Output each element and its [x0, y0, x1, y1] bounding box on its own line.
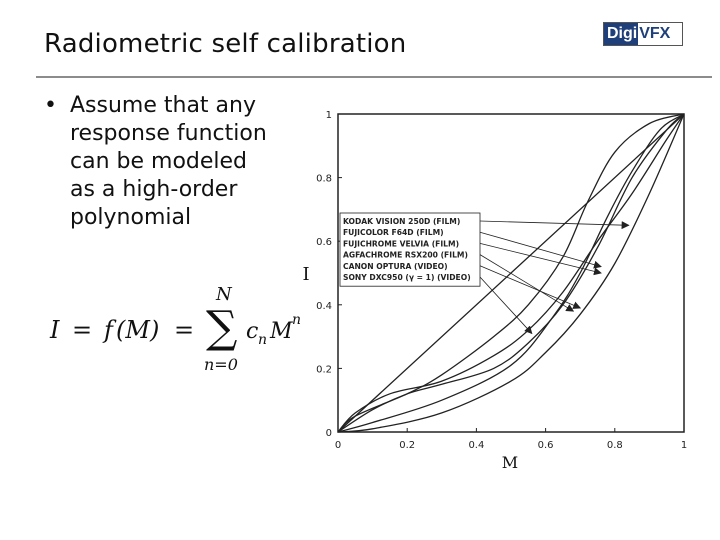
x-tick-label: 0	[334, 440, 342, 451]
y-tick-label: 1	[325, 110, 332, 121]
y-tick-label: 0.2	[316, 364, 332, 376]
eq-equals-2: =	[174, 316, 195, 344]
y-tick-label: 0.6	[316, 237, 332, 249]
legend-entry: CANON OPTURA (VIDEO)	[343, 261, 448, 271]
bullet-line: response function	[70, 121, 267, 146]
eq-variable: M	[270, 319, 293, 344]
bullet-dot: •	[44, 93, 57, 118]
logo-part-vfx: VFX	[638, 23, 673, 45]
legend-entry: FUJICOLOR F64D (FILM)	[343, 228, 444, 238]
eq-coefficient: c	[246, 319, 259, 344]
response-curves-chart	[296, 96, 696, 476]
y-tick-label: 0.4	[316, 300, 332, 312]
legend-entry: KODAK VISION 250D (FILM)	[343, 217, 461, 226]
eq-lhs: I	[50, 316, 60, 344]
y-tick-label: 0.8	[316, 173, 332, 185]
eq-sum-lower: n=0	[204, 355, 238, 374]
legend-arrow	[480, 232, 601, 266]
bullet-line: polynomial	[70, 205, 192, 230]
x-tick-label: 1	[680, 440, 688, 451]
legend-entry: SONY DXC950 (γ = 1) (VIDEO)	[343, 273, 471, 282]
logo-part-digi: Digi	[604, 23, 638, 45]
eq-sum-upper: N	[216, 284, 232, 305]
bullet-text	[70, 92, 267, 232]
x-tick-label: 0.8	[606, 440, 623, 451]
bullet-line: Assume that any	[70, 93, 256, 118]
x-axis-label: M	[501, 453, 519, 472]
x-tick-label: 0.6	[537, 440, 554, 451]
title-divider	[36, 76, 712, 78]
bullet-line: can be modeled	[70, 149, 248, 174]
polynomial-equation	[40, 278, 310, 378]
legend-entry: FUJICHROME VELVIA (FILM)	[343, 239, 460, 249]
eq-equals-1: =	[72, 316, 93, 344]
eq-variable-superscript: n	[292, 312, 302, 328]
eq-function: f	[104, 316, 113, 344]
eq-argument: (M)	[116, 316, 160, 344]
legend-arrow	[480, 277, 532, 333]
bullet-line: as a high-order	[70, 177, 238, 202]
x-tick-label: 0.4	[468, 440, 485, 451]
x-tick-label: 0.2	[399, 440, 416, 451]
y-tick-label: 0	[325, 428, 332, 439]
legend-arrow	[480, 221, 629, 225]
legend-entry: AGFACHROME RSX200 (FILM)	[343, 250, 468, 260]
legend-arrow	[480, 243, 601, 273]
eq-coefficient-subscript: n	[258, 332, 268, 348]
eq-sum-sign: ∑	[206, 302, 238, 353]
y-axis-label: I	[302, 264, 310, 285]
digivfx-logo	[603, 22, 683, 46]
slide-title: Radiometric self calibration	[44, 29, 407, 59]
